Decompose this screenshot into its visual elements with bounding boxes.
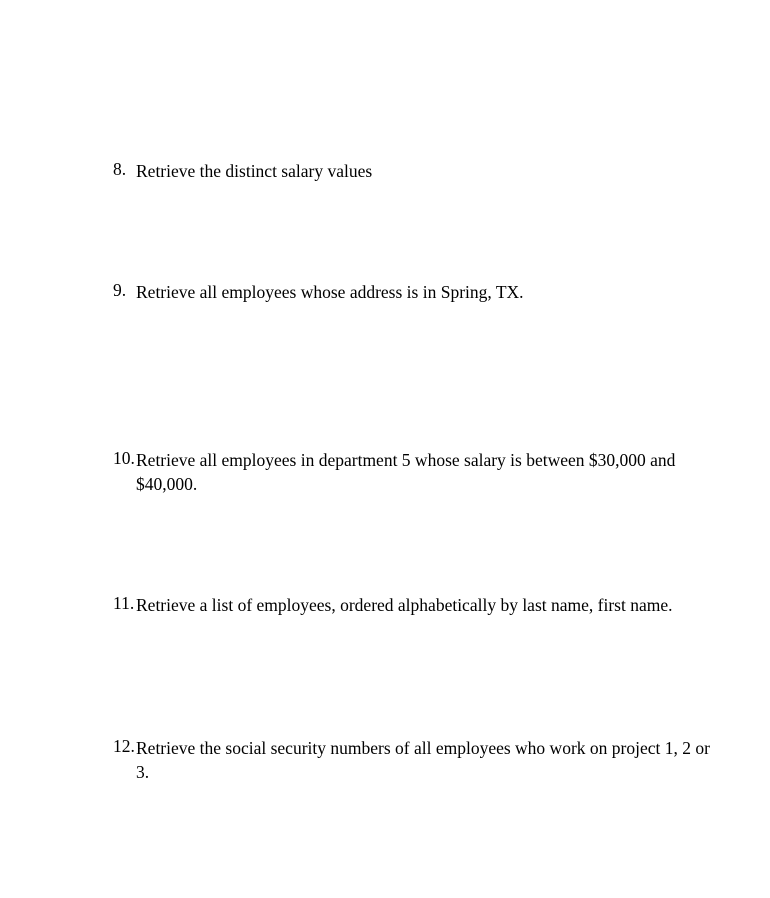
- question-number: 10.: [113, 448, 135, 468]
- question-number: 9.: [113, 280, 127, 300]
- question-item: [113, 448, 713, 496]
- question-number: 11.: [113, 593, 135, 613]
- question-text: Retrieve all employees in department 5 whose salary is between $30,000 and $40,000.: [136, 450, 676, 494]
- question-item: [113, 159, 713, 183]
- question-text: Retrieve a list of employees, ordered alphabetically by last name, first name.: [136, 595, 673, 615]
- question-text: Retrieve the distinct salary values: [136, 161, 373, 181]
- question-number: 12.: [113, 736, 135, 756]
- question-item: [113, 280, 713, 304]
- question-text: Retrieve all employees whose address is in Spring, TX.: [136, 282, 524, 302]
- question-number: 8.: [113, 159, 127, 179]
- question-item: [113, 736, 713, 784]
- question-item: [113, 593, 713, 617]
- question-text: Retrieve the social security numbers of all employees who work on project 1, 2 or 3.: [136, 738, 710, 782]
